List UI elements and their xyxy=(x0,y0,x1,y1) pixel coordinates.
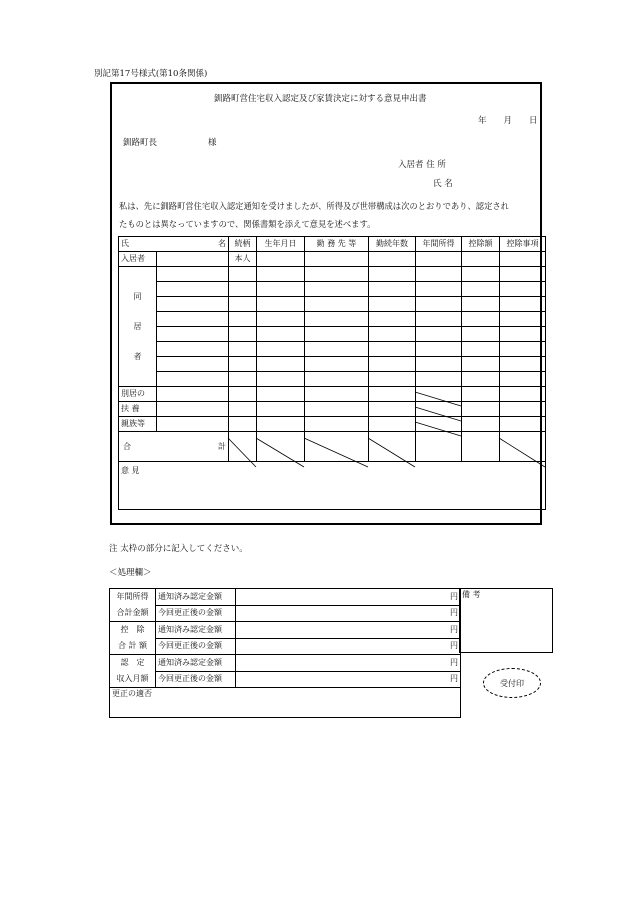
date-line: 年 月 日 xyxy=(478,116,538,126)
revised-label: 今回更正後の金額 xyxy=(156,671,236,688)
total-right: 計 xyxy=(218,441,226,451)
processing-row xyxy=(110,605,461,622)
yen-cell[interactable]: 円 xyxy=(236,589,461,606)
cohabitant-char-1: 同 xyxy=(133,291,142,301)
dependent-label-1: 別居の xyxy=(119,387,157,402)
addressee: 釧路町長 様 xyxy=(123,138,217,148)
revised-label: 今回更正後の金額 xyxy=(156,605,236,622)
header-years: 勤続年数 xyxy=(369,237,416,252)
processing-row xyxy=(110,589,461,606)
notified-label: 通知済み認定金額 xyxy=(156,622,236,639)
correction-label: 更正の適否 xyxy=(112,689,152,698)
remarks-table xyxy=(459,588,553,653)
dependent-label-2: 扶 養 xyxy=(119,402,157,417)
applicant-name-label: 氏 名 xyxy=(433,179,453,189)
form-label: 別記第17号様式(第10条関係) xyxy=(94,69,208,79)
revised-label: 今回更正後の金額 xyxy=(156,638,236,655)
group-label-line: 年間所得 xyxy=(116,592,149,601)
yen-cell[interactable]: 円 xyxy=(236,622,461,639)
correction-row xyxy=(110,688,461,718)
header-deduction: 控除額 xyxy=(462,237,500,252)
cohabitant-char-3: 者 xyxy=(133,351,142,361)
tenant-label: 入居者 xyxy=(119,252,157,267)
yen-cell[interactable]: 円 xyxy=(236,655,461,672)
reception-stamp xyxy=(483,668,541,698)
processing-row xyxy=(110,622,461,639)
group-label-deduction xyxy=(110,622,156,655)
yen-cell[interactable]: 円 xyxy=(236,671,461,688)
statement-line-2: たものとは異なっていますので、関係書類を添えて意見を述べます。 xyxy=(119,219,376,229)
group-label-line: 合計金額 xyxy=(116,608,149,617)
group-label-line: 控 除 xyxy=(120,625,145,634)
processing-table xyxy=(109,588,461,718)
header-income: 年間所得 xyxy=(416,237,462,252)
yen-cell[interactable]: 円 xyxy=(236,638,461,655)
stamp-label: 受付印 xyxy=(500,678,524,688)
group-label-line: 合 計 額 xyxy=(117,641,148,650)
statement-line-1: 私は、先に釧路町営住宅収入認定通知を受けましたが、所得及び世帯構成は次のとおりであり、認定され xyxy=(119,201,509,211)
notified-label: 通知済み認定金額 xyxy=(156,589,236,606)
notified-label: 通知済み認定金額 xyxy=(156,655,236,672)
processing-row xyxy=(110,655,461,672)
dependent-label-3: 親族等 xyxy=(119,417,157,432)
tenant-relation: 本人 xyxy=(229,252,257,267)
remarks-label: 備 考 xyxy=(462,590,481,599)
header-work: 勤 務 先 等 xyxy=(305,237,369,252)
group-label-income xyxy=(110,589,156,622)
processing-heading: ＜処理欄＞ xyxy=(109,568,152,578)
group-label-recognized xyxy=(110,655,156,688)
applicant-address-label: 入居者 住 所 xyxy=(398,160,446,170)
yen-cell[interactable]: 円 xyxy=(236,605,461,622)
header-deduction-items: 控除事項 xyxy=(500,237,546,252)
group-label-line: 認 定 xyxy=(120,658,145,667)
processing-row xyxy=(110,671,461,688)
remarks-cell[interactable] xyxy=(460,589,553,653)
note-text: 注 太枠の部分に記入してください。 xyxy=(109,544,248,554)
form-title: 釧路町営住宅収入認定及び家賃決定に対する意見申出書 xyxy=(214,94,427,104)
header-birth: 生年月日 xyxy=(257,237,305,252)
processing-row xyxy=(110,638,461,655)
header-name-right: 名 xyxy=(218,239,226,248)
group-label-line: 収入月額 xyxy=(116,674,149,683)
header-relation: 続柄 xyxy=(229,237,257,252)
total-left: 合 xyxy=(123,441,131,451)
opinion-label: 意 見 xyxy=(121,466,140,475)
correction-cell[interactable] xyxy=(110,688,461,718)
header-name-left: 氏 xyxy=(121,239,129,248)
cohabitant-char-2: 居 xyxy=(133,321,142,331)
